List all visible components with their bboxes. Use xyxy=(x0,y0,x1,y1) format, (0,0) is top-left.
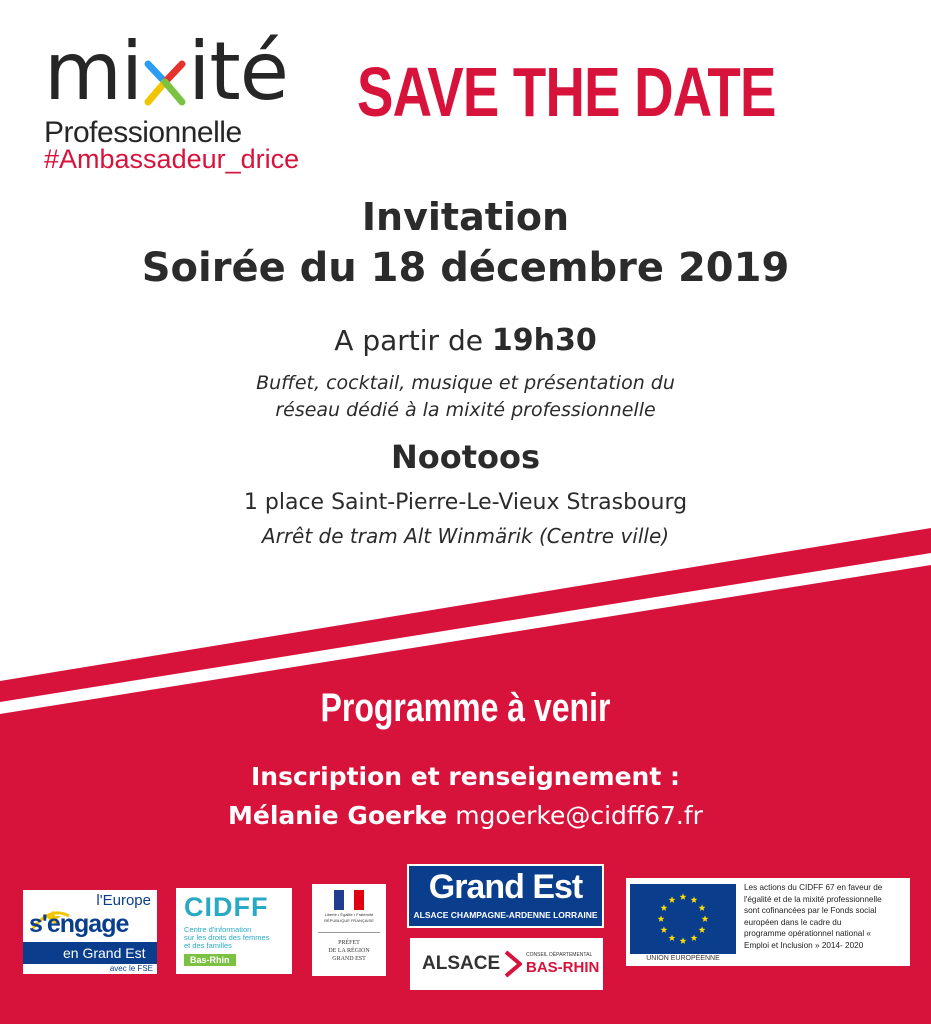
eu-flag-icon xyxy=(630,884,736,954)
cidff-region: Bas-Rhin xyxy=(184,954,236,966)
bas-rhin-emblem-icon xyxy=(504,950,522,978)
alsace-bas-rhin-logo xyxy=(410,938,603,990)
prefet-line-3: GRAND EST xyxy=(332,956,366,962)
event-time xyxy=(0,322,931,360)
eu-text-line: Emploi et Inclusion » 2014- 2020 xyxy=(744,940,864,950)
alsace-council: CONSEIL DÉPARTEMENTAL xyxy=(526,952,593,958)
colored-x-icon xyxy=(142,56,188,108)
venue-name: Nootoos xyxy=(390,438,541,476)
prefet-line-1: PRÉFET xyxy=(338,940,360,946)
europe-line-3: en Grand Est xyxy=(63,945,146,961)
programme-heading: Programme à venir xyxy=(320,686,611,730)
eu-text-line: programme opérationnel national « xyxy=(744,929,871,938)
contact-name: Mélanie Goerke xyxy=(228,801,448,830)
venue-address: 1 place Saint-Pierre-Le-Vieux Strasbourg xyxy=(243,490,688,515)
time-value: 19h30 xyxy=(491,323,597,358)
description-line-2: réseau dédié à la mixité professionnelle xyxy=(275,399,656,421)
europe-line-2: s'engage xyxy=(29,910,129,938)
inscription-label: Inscription et renseignement : xyxy=(251,762,680,791)
eu-text-line: sont cofinancées par le Fonds social xyxy=(744,906,877,915)
cidff-line-1: Centre d'information xyxy=(184,925,252,934)
description-line-1: Buffet, cocktail, musique et présentation du xyxy=(256,372,675,394)
prefet-motto: Liberté • Égalité • Fraternité xyxy=(324,912,374,917)
event-description xyxy=(0,370,931,424)
europe-line-1: l'Europe xyxy=(96,892,151,909)
alsace-dept: BAS-RHIN xyxy=(526,959,600,976)
marianne-flag-icon xyxy=(334,890,364,910)
prefet-logo xyxy=(312,884,386,976)
eu-funding-box xyxy=(626,878,910,966)
europe-line-4: avec le FSE xyxy=(109,964,153,973)
grand-est-regions: ALSACE CHAMPAGNE-ARDENNE LORRAINE xyxy=(413,910,598,920)
eu-text-line: l'égalité et de la mixité professionnelle xyxy=(744,894,882,904)
eu-text-line: Les actions du CIDFF 67 en faveur de xyxy=(744,883,883,892)
eu-label: UNION EUROPÉENNE xyxy=(646,955,720,962)
mixite-logo xyxy=(44,25,344,178)
grand-est-logo xyxy=(407,864,604,928)
cidff-line-2: sur les droits des femmes xyxy=(184,933,270,942)
eu-text-line: européen dans le cadre du xyxy=(744,917,842,927)
eu-funding-text xyxy=(744,882,882,951)
prefet-republique: RÉPUBLIQUE FRANÇAISE xyxy=(324,918,374,923)
grand-est-name: Grand Est xyxy=(428,868,583,906)
tram-stop: Arrêt de tram Alt Winmärik (Centre ville) xyxy=(261,524,670,548)
contact-line xyxy=(0,798,931,834)
cidff-name: CIDFF xyxy=(184,892,269,922)
logo-subtitle: Professionnelle xyxy=(44,116,242,149)
time-prefix: A partir de xyxy=(334,324,483,357)
cidff-logo xyxy=(176,888,292,974)
invitation-title: Invitation xyxy=(361,195,570,239)
cidff-line-3: et des familles xyxy=(184,941,232,950)
save-the-date-heading: SAVE THE DATE xyxy=(357,53,776,131)
alsace-name: ALSACE xyxy=(422,953,501,974)
logo-hashtag: #Ambassadeur_drice xyxy=(44,144,300,174)
europe-sengage-logo xyxy=(23,890,157,974)
prefet-line-2: DE LA RÉGION xyxy=(328,948,370,954)
event-date: Soirée du 18 décembre 2019 xyxy=(141,245,790,291)
logo-word: mi ité xyxy=(44,25,288,118)
contact-email[interactable]: mgoerke@cidff67.fr xyxy=(455,801,703,830)
